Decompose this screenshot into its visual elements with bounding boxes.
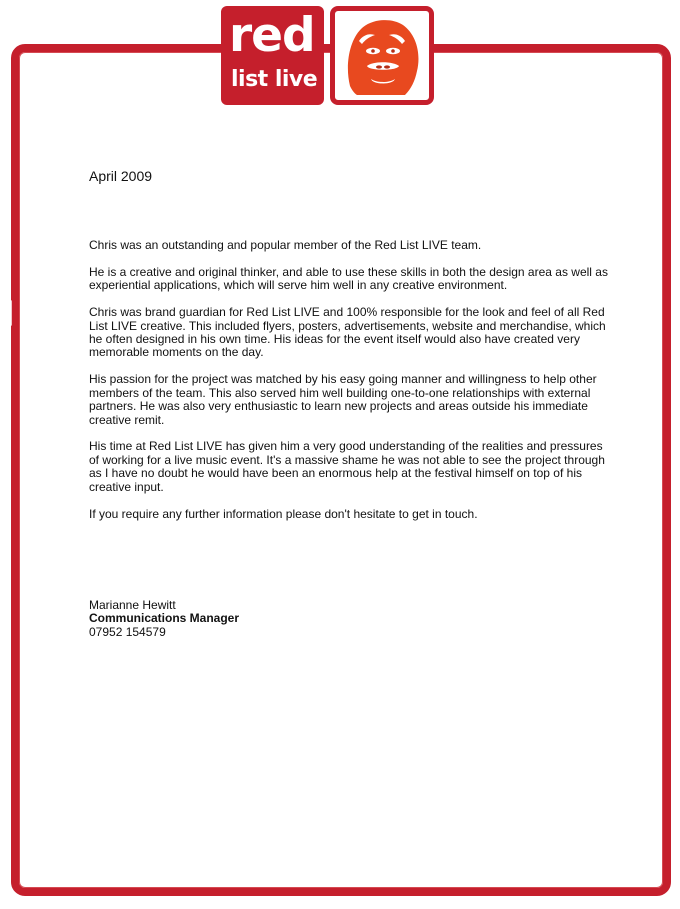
letter-paragraph: If you require any further information please don't hesitate to get in touch. (89, 506, 478, 521)
letter-body (89, 168, 609, 535)
logo-word-red: red (229, 8, 315, 63)
logo-word-list-live: list live (231, 67, 318, 92)
border-distress-mark (9, 300, 12, 326)
letter-paragraph: His passion for the project was matched by his easy going manner and willingness to help other members of the team. This also served him well building one-to-one relationships with external partners. He was also very enthusiastic to learn new projects and areas outside his immediate creative remit. (89, 372, 597, 427)
border-distress-mark (657, 420, 661, 438)
gorilla-logo-box (330, 6, 434, 105)
signature-block (89, 599, 239, 639)
signatory-phone: 07952 154579 (89, 624, 166, 639)
border-distress-mark (260, 878, 300, 881)
gorilla-face-icon (335, 11, 429, 100)
letter-date: April 2009 (89, 168, 153, 184)
letter-paragraph: Chris was an outstanding and popular member of the Red List LIVE team. (89, 238, 482, 252)
signatory-name: Marianne Hewitt (89, 598, 176, 612)
signatory-title: Communications Manager (89, 611, 240, 626)
letter-paragraph: Chris was brand guardian for Red List LIVE and 100% responsible for the look and feel of all Red List LIVE creative. This included flyers, posters, advertisements, website and merchandise, which he often designed in his own time. His ideas for the event itself would also have created very memorable moments on the day. (89, 305, 606, 360)
letter-paragraph: He is a creative and original thinker, and able to use these skills in both the design area as well as experiential applications, which will serve him well in any creative environment. (89, 264, 608, 293)
letter-paragraph: His time at Red List LIVE has given him a very good understanding of the realities and pressures of working for a live music event. It's a massive shame he was not able to see the project through as I have no doubt he would have been an enormous help at the festival himself on top of his creative input. (89, 439, 605, 494)
red-list-live-logo (221, 6, 324, 105)
